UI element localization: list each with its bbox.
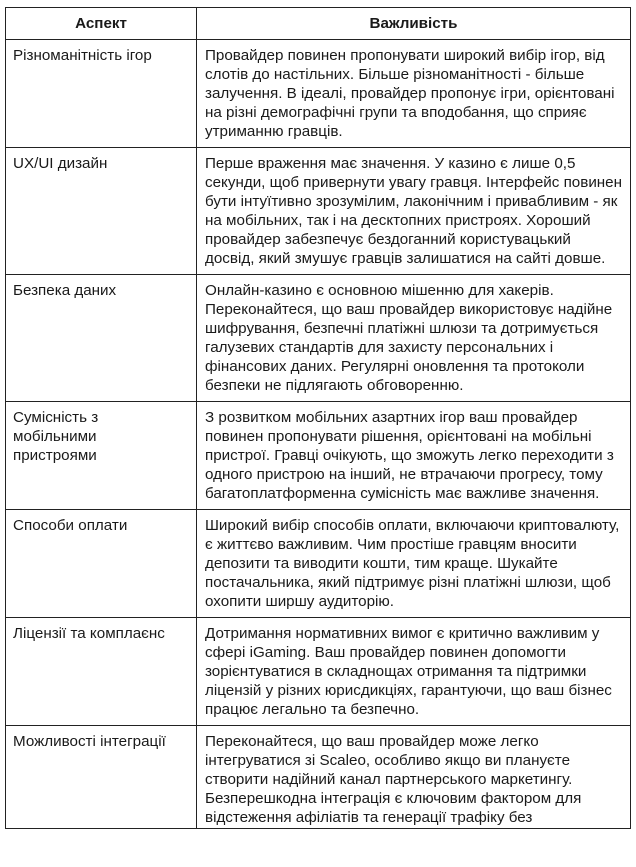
importance-cell: Широкий вибір способів оплати, включаючи криптовалюту, є життєво важливим. Чим простіше гравцям вносити депозити та виводити кошти, тим краще. Шукайте постачальника, який підтримує різні платіжні шлюзи, щоб охопити ширшу аудиторію. bbox=[197, 510, 631, 618]
aspect-cell: Способи оплати bbox=[6, 510, 197, 618]
table-row bbox=[6, 726, 631, 829]
importance-cell: Онлайн-казино є основною мішенню для хакерів. Переконайтеся, що ваш провайдер використовує надійне шифрування, безпечні платіжні шлюзи та дотримується галузевих стандартів для захисту персональних і фінансових даних. Регулярні оновлення та протоколи безпеки не підлягають обговоренню. bbox=[197, 275, 631, 402]
table-row bbox=[6, 148, 631, 275]
importance-cell: Переконайтеся, що ваш провайдер може легко інтегруватися зі Scaleo, особливо якщо ви плануєте створити надійний канал партнерського маркетингу. Безперешкодна інтеграція є ключовим фактором для відстеження афіліатів та генерації трафіку без bbox=[197, 726, 631, 829]
table-row bbox=[6, 40, 631, 148]
comparison-table bbox=[5, 7, 631, 829]
aspect-cell: Можливості інтеграції bbox=[6, 726, 197, 829]
aspect-cell: Сумісність з мобільними пристроями bbox=[6, 402, 197, 510]
importance-cell: З розвитком мобільних азартних ігор ваш провайдер повинен пропонувати рішення, орієнтовані на мобільні пристрої. Гравці очікують, що зможуть легко переходити з одного пристрою на інший, не втрачаючи прогресу, тому багатоплатформенна сумісність має важливе значення. bbox=[197, 402, 631, 510]
aspect-cell: Ліцензії та комплаєнс bbox=[6, 618, 197, 726]
header-importance: Важливість bbox=[197, 8, 631, 40]
importance-cell: Провайдер повинен пропонувати широкий вибір ігор, від слотів до настільних. Більше різноманітності - більше залучення. В ідеалі, провайдер пропонує ігри, орієнтовані на різні демографічні групи та вподобання, що сприяє утриманню гравців. bbox=[197, 40, 631, 148]
table-row bbox=[6, 275, 631, 402]
table-row bbox=[6, 510, 631, 618]
aspect-cell: UX/UI дизайн bbox=[6, 148, 197, 275]
table-row bbox=[6, 402, 631, 510]
aspect-cell: Різноманітність ігор bbox=[6, 40, 197, 148]
importance-cell: Перше враження має значення. У казино є лише 0,5 секунди, щоб привернути увагу гравця. Інтерфейс повинен бути інтуїтивно зрозумілим, лаконічним і привабливим - як на мобільних, так і на десктопних пристроях. Хороший провайдер забезпечує бездоганний користувацький досвід, який змушує гравців залишатися на сайті довше. bbox=[197, 148, 631, 275]
table-row bbox=[6, 618, 631, 726]
header-aspect: Аспект bbox=[6, 8, 197, 40]
aspect-cell: Безпека даних bbox=[6, 275, 197, 402]
header-row bbox=[6, 8, 631, 40]
importance-cell: Дотримання нормативних вимог є критично важливим у сфері iGaming. Ваш провайдер повинен допомогти зорієнтуватися в складнощах отримання та підтримки ліцензій у різних юрисдикціях, гарантуючи, що ваш бізнес працює легально та безпечно. bbox=[197, 618, 631, 726]
